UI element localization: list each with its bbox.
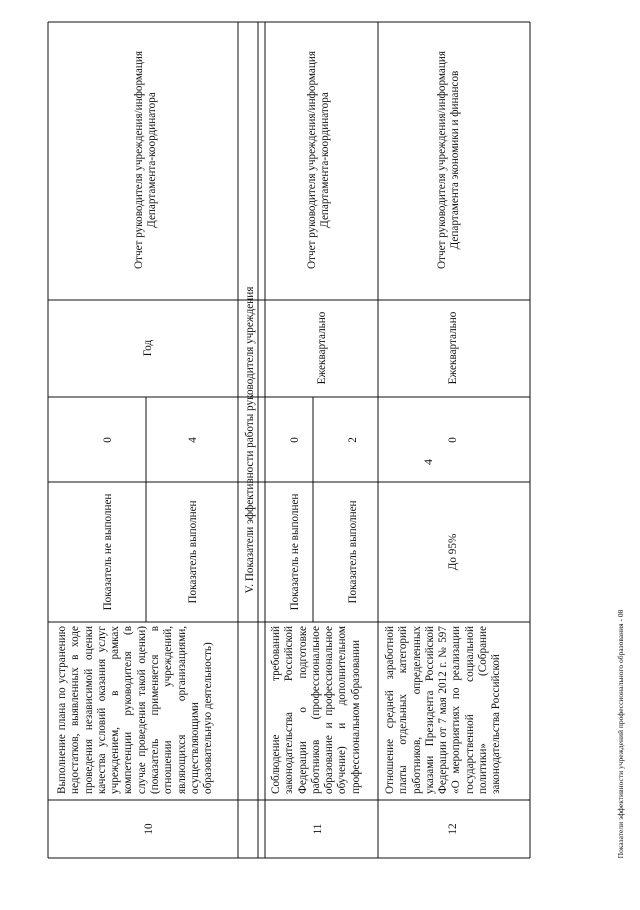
table-row-12 bbox=[382, 30, 530, 835]
criteria-met: Показатель выполнен bbox=[187, 500, 199, 604]
report-source: Отчет руководителя учреждения/информация Департамента экономики и финансов bbox=[436, 51, 462, 270]
criteria-met: Показатель выполнен bbox=[347, 500, 359, 604]
period: Год bbox=[142, 339, 154, 357]
table-row-11 bbox=[268, 30, 376, 834]
row-number: 10 bbox=[143, 823, 155, 835]
points-not-met: 0 bbox=[102, 437, 114, 443]
points-value: 0 bbox=[447, 437, 459, 443]
row-number: 12 bbox=[447, 823, 459, 835]
report-source: Отчет руководителя учреждения/информация Департамента-координатора bbox=[306, 51, 332, 270]
points-met: 4 bbox=[187, 437, 199, 443]
table-row-10 bbox=[54, 30, 240, 835]
points-met: 2 bbox=[347, 437, 359, 443]
period: Ежеквартально bbox=[447, 311, 459, 385]
footer-text: Показатели эффективности учреждений профессионального образования - 08 bbox=[616, 609, 625, 859]
criteria-not-met: Показатель не выполнен bbox=[289, 493, 301, 611]
points-not-met: 0 bbox=[289, 437, 301, 443]
report-source: Отчет руководителя учреждения/информация Департамента-координатора bbox=[133, 51, 159, 270]
indicator-text: Отношение средней заработной платы отдельных категорий работников, определенных указами Президента Российской Федерации от 7 мая 2012 г. № 597 «О мероприятиях по реализации государственной социальной политики» (Собрание законодательства Российской bbox=[384, 626, 503, 794]
row-number: 11 bbox=[312, 823, 324, 835]
indicator-text: Выполнение плана по устранению недостатков, выявленных в ходе проведения независимой оценки качества условий оказания услуг учреждением, в рамках компетенции руководителя (в случае проведения такой оценки) (показатель применяется в отношении учреждений, являющихся организациями, осуществляющими образовательную деятельность) bbox=[56, 626, 215, 794]
indicator-text: Соблюдение требований законодательства Российской Федерации о подготовке работников (профессиональное образование и профессиональное обучение) и дополнительном профессиональном образовании bbox=[270, 626, 362, 794]
page-number: 4 bbox=[421, 459, 435, 465]
criteria-value: До 95% bbox=[447, 533, 459, 571]
period: Ежеквартально bbox=[316, 311, 328, 385]
section-v-title: V. Показатели эффективности работы руководителя учреждения bbox=[244, 286, 256, 594]
criteria-not-met: Показатель не выполнен bbox=[102, 493, 114, 611]
